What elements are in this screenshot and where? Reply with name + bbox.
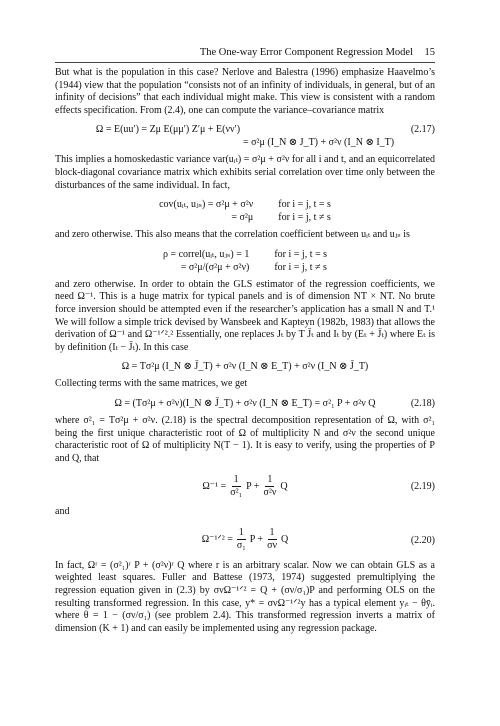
eq-2-20-f1-denominator: σ₁ <box>236 540 246 552</box>
eq-2-19-end: Q <box>280 480 288 492</box>
cov-line-2: = σ²μ <box>231 212 254 224</box>
eq-2-19-f2-denominator: σ²ν <box>263 486 277 498</box>
eq-2-19-f2-numerator: 1 <box>267 473 273 485</box>
running-head <box>55 46 435 60</box>
eq-2-19-middle: P + <box>246 480 260 492</box>
eq-2-20-fraction-2 <box>265 527 279 552</box>
eq-2-20-lhs: Ω⁻¹ᐟ² = <box>201 534 233 546</box>
text-body <box>55 67 435 641</box>
omega-substitution: Ω = Tσ²μ (I_N ⊗ J̄_T) + σ²ν (I_N ⊗ E_T) + σ²ν (I_N ⊗ J̄_T) <box>121 361 369 373</box>
eq-2-17-line2: = σ²μ (I_N ⊗ J_T) + σ²ν (I_N ⊗ I_T) <box>243 137 395 149</box>
equation-2-19 <box>55 471 435 501</box>
paragraph-4: and zero otherwise. In order to obtain the GLS estimator of the regression coefficients, we need Ω⁻¹. This is a huge matrix for typical panels and is of dimension NT × NT. No brute force inversion should be attempted even if the researcher’s application has a small N and T.¹ We will follow a simple trick devised by Wansbeek and Kapteyn (1982b, 1983) that allows the derivation of Ω⁻¹ and Ω⁻¹ᐟ².² Essentially, one replaces Jₜ by T J̄ₜ and Iₜ by (Eₜ + J̄ₜ) where Eₜ is by definition (Iₜ − J̄ₜ). In this case <box>55 278 435 353</box>
eq-2-17-line1: Ω = E(uu′) = Zμ E(μμ′) Z′μ + E(νν′) <box>95 124 241 136</box>
paragraph-7: and <box>55 506 70 518</box>
page-number: 15 <box>424 47 435 58</box>
paragraph-8: In fact, Ωʳ = (σ²₁)ʳ P + (σ²ν)ʳ Q where r is an arbitrary scalar. Now we can obtain GLS as a weighted least squares. Fuller and Battese (1973, 1974) suggested premultiplying the regression equation given in (2.3) by σνΩ⁻¹ᐟ² = Q + (σν/σ₁)P and performing OLS on the resulting transformed regression. In this case, y* = σνΩ⁻¹ᐟ²y has a typical element yᵢₜ − θȳᵢ. where θ = 1 − (σν/σ₁) (see problem 2.4). This transformed regression inverts a matrix of dimension (K + 1) and can easily be implemented using any regression package. <box>55 559 435 634</box>
equation-2-18 <box>55 397 435 410</box>
paragraph-2: This implies a homoskedastic variance var(uᵢₜ) = σ²μ + σ²ν for all i and t, and an equicorrelated block-diagonal covariance matrix which exhibits serial correlation over time only between the disturbances of the same individual. In fact, <box>55 154 435 191</box>
eq-2-20-f2-denominator: σν <box>267 540 277 552</box>
rho-case-2: for i = j, t ≠ s <box>274 261 327 273</box>
equation-covariance <box>55 198 435 224</box>
equation-2-17 <box>55 123 435 149</box>
paragraph-6: where σ²₁ = Tσ²μ + σ²ν. (2.18) is the spectral decomposition representation of Ω, with σ²₁ being the first unique characteristic root of Ω of multiplicity N and σ²ν the second unique characteristic root of Ω of multiplicity N(T − 1). It is easy to verify, using the properties of P and Q, that <box>55 414 435 464</box>
eq-2-19-fraction-1 <box>228 474 244 499</box>
paragraph-5: Collecting terms with the same matrices, we get <box>55 378 248 390</box>
paragraph-3: and zero otherwise. This also means that the correlation coefficient between uᵢₜ and uⱼₛ is <box>55 229 410 241</box>
eq-2-20-fraction-1 <box>235 527 248 552</box>
rho-line-1: ρ = correl(uᵢₜ, uⱼₛ) = 1 <box>162 248 250 260</box>
rho-line-2: = σ²μ/(σ²μ + σ²ν) <box>180 261 250 273</box>
cov-case-2: for i = j, t ≠ s <box>278 212 331 224</box>
eq-2-20-f1-numerator: 1 <box>238 527 244 539</box>
eq-2-18-body: Ω = (Tσ²μ + σ²ν)(I_N ⊗ J̄_T) + σ²ν (I_N ⊗ E_T) = σ²₁ P + σ²ν Q <box>114 397 376 409</box>
eq-2-20-end: Q <box>281 534 289 546</box>
running-title: The One-way Error Component Regression Model <box>199 47 413 58</box>
header-rule <box>55 62 435 63</box>
eq-2-20-f2-numerator: 1 <box>269 527 275 539</box>
eq-2-17-number: (2.17) <box>410 124 435 136</box>
eq-2-19-f1-numerator: 1 <box>233 473 239 485</box>
equation-correlation <box>55 248 435 274</box>
equation-2-20 <box>55 525 435 555</box>
paragraph-1: But what is the population in this case? Nerlove and Balestra (1996) emphasize Haavelmo’s (1944) view that the population “consists not of an infinity of individuals, in general, but of an infinity of decisions” that each individual might make. This view is consistent with a random effects specification. From (2.4), one can compute the variance–covariance matrix <box>55 67 435 116</box>
cov-line-1: cov(uᵢₜ, uⱼₛ) = σ²μ + σ²ν <box>159 199 254 211</box>
eq-2-19-f1-denominator: σ²₁ <box>230 486 243 498</box>
eq-2-19-number: (2.19) <box>410 481 435 493</box>
equation-omega-substitution <box>55 360 435 373</box>
eq-2-20-number: (2.20) <box>410 534 435 546</box>
eq-2-19-fraction-2 <box>261 474 278 499</box>
eq-2-18-number: (2.18) <box>410 397 435 409</box>
rho-case-1: for i = j, t = s <box>274 248 328 260</box>
cov-case-1: for i = j, t = s <box>278 199 331 211</box>
eq-2-19-lhs: Ω⁻¹ = <box>202 480 227 492</box>
eq-2-20-middle: P + <box>249 534 264 546</box>
